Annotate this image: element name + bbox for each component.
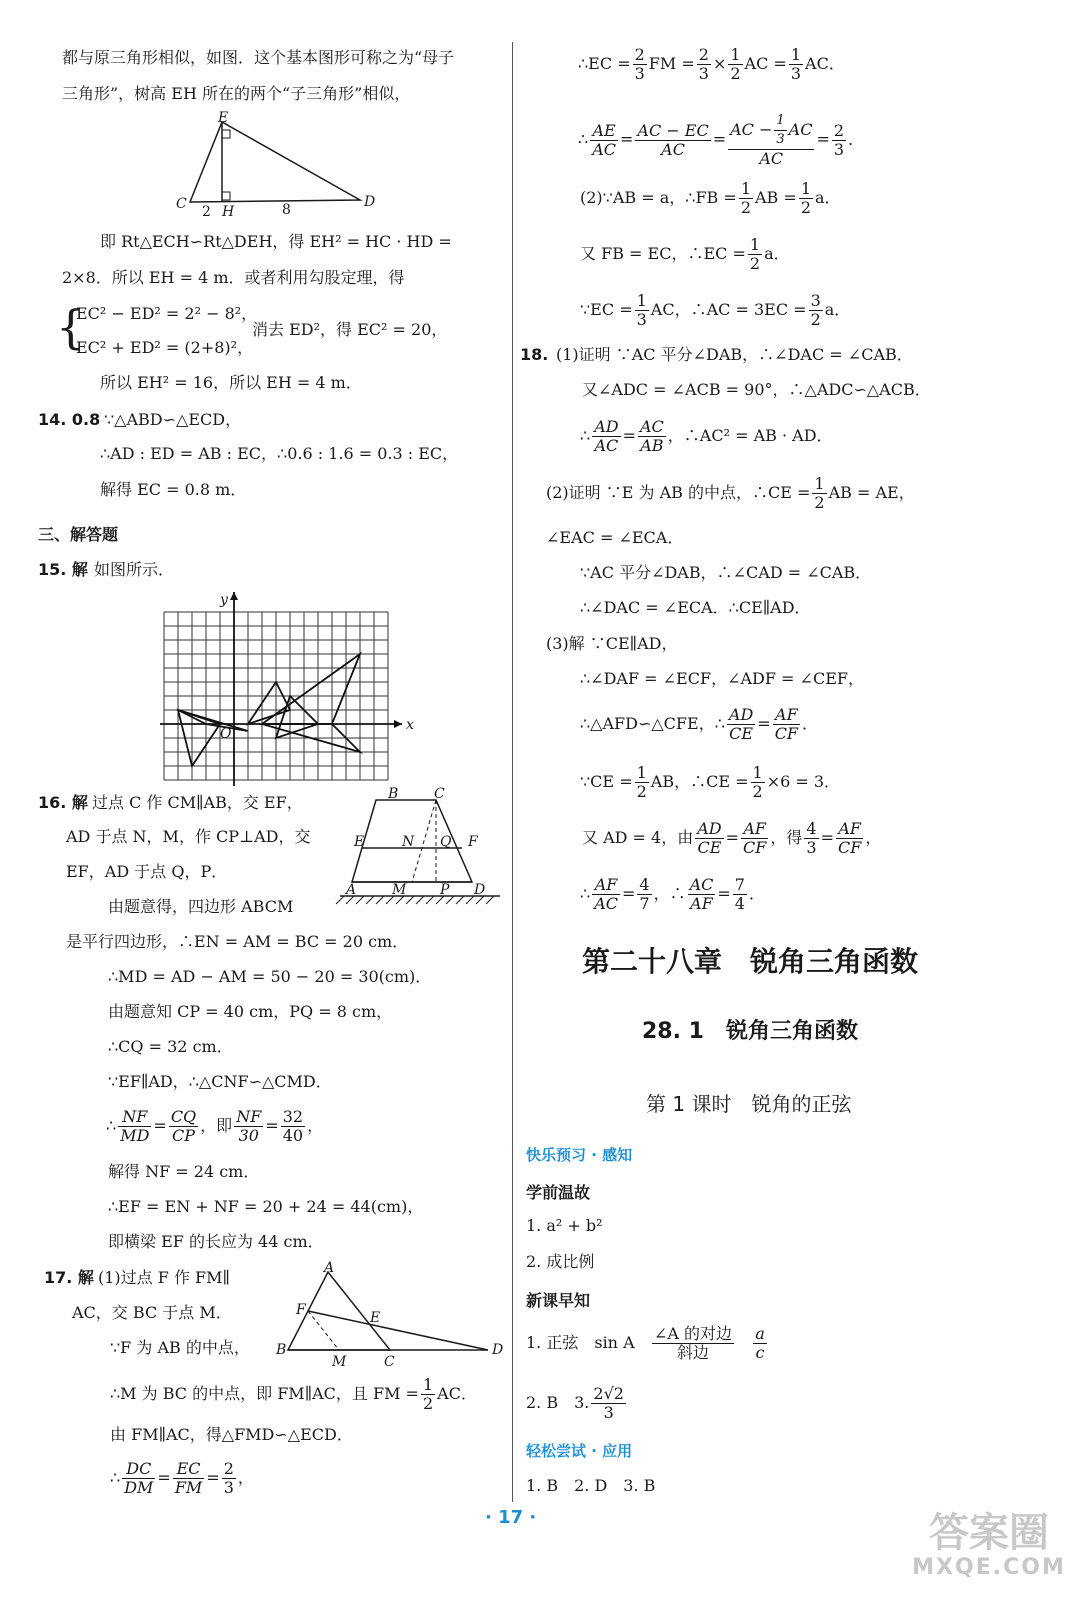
text-line: (1)过点 F 作 FM∥ <box>98 1268 230 1287</box>
figure-16-trapezoid <box>332 786 504 908</box>
equation: 消去 ED²，得 EC² = 20， <box>252 320 448 339</box>
sub-heading: 学前温故 <box>526 1183 591 1202</box>
label-m: M <box>392 882 407 898</box>
origin-label: O <box>220 726 232 742</box>
page-number: · 17 · <box>485 1507 537 1528</box>
text-line: (3)解 ∵CE∥AD， <box>546 634 678 653</box>
axis-label-y: y <box>220 592 228 608</box>
label-e: E <box>218 110 229 126</box>
lesson-title: 第 1 课时 锐角的正弦 <box>646 1092 852 1116</box>
label-c: C <box>384 1354 395 1370</box>
system-brace: { <box>56 300 86 354</box>
text-line: ∴EF = EN + NF = 20 + 24 = 44(cm)， <box>108 1197 424 1216</box>
fraction-line: 1. 正弦 sin A $\frac{\text{∠A 的对边}}{\text{斜边}}$ $\frac{a}{c}$ <box>526 1324 765 1362</box>
question-number: 14. 0.8 <box>38 410 101 429</box>
blue-heading: 快乐预习 · 感知 <box>526 1146 633 1164</box>
text-line: 解得 EC = 0.8 m． <box>100 480 247 499</box>
fraction-line: ∴EC = $\frac{2}{3}$ FM = $\frac{2}{3}$ × $\frac{1}{2}$ AC = $\frac{1}{3}$ AC． <box>578 45 845 83</box>
text-line: ∵EF∥AD，∴△CNF∽△CMD． <box>108 1072 332 1091</box>
label-d: D <box>474 882 486 898</box>
text-line: ∵AC 平分∠DAB，∴∠CAD = ∠CAB． <box>580 563 872 582</box>
text-line: ∵F 为 AB 的中点， <box>110 1338 250 1357</box>
text-line: AC，交 BC 于点 M． <box>72 1303 232 1322</box>
text-line: AD 于点 N，M，作 CP⊥AD，交 <box>66 827 311 846</box>
fraction-line: ∴ $\frac{AE}{AC}$ = $\frac{AC - EC}{AC}$ = AC − $\frac{1}{3}$ AC AC = $\frac{2}{3}$ ． <box>578 113 865 168</box>
question-number: 16. 解 <box>38 793 88 812</box>
equation: EC² + ED² = (2+8)²， <box>76 338 254 357</box>
question-number: 18. <box>520 345 549 364</box>
fraction-line: ∴ $\frac{AD}{AC}$ = $\frac{AC}{AB}$ ，∴AC² = AB · AD． <box>580 417 833 455</box>
text-line: ∵△ABD∽△ECD， <box>104 410 242 429</box>
label-d: D <box>492 1342 504 1358</box>
text-line: ∴∠DAF = ∠ECF，∠ADF = ∠CEF， <box>580 669 864 688</box>
text-line: 2×8．所以 EH = 4 m．或者利用勾股定理，得 <box>62 268 405 287</box>
label-c: C <box>434 786 445 802</box>
watermark-title: 答案圈 <box>929 1510 1049 1556</box>
text-line: 由题意得，四边形 ABCM <box>108 897 294 916</box>
fraction-line: ∴ $\frac{DC}{DM}$ = $\frac{EC}{FM}$ = $\frac{2}{3}$ ， <box>110 1459 254 1497</box>
text-line: 又∠ADC = ∠ACB = 90°，∴△ADC∽△ACB． <box>582 380 931 399</box>
label-ch: 2 <box>202 204 211 220</box>
figure-13-triangle <box>170 112 390 222</box>
fraction-line: 又 FB = EC，∴EC = $\frac{1}{2}$ a． <box>580 235 790 273</box>
watermark-url: MXQE.COM <box>912 1555 1066 1580</box>
text-line: 由 FM∥AC，得△FMD∽△ECD． <box>110 1425 353 1444</box>
label-a: A <box>346 882 357 898</box>
section-title: 28. 1 锐角三角函数 <box>642 1019 858 1044</box>
figure-triangle <box>178 710 248 731</box>
label-q: Q <box>440 834 452 850</box>
text-line: 即 Rt△ECH∽Rt△DEH，得 EH² = HC · HD = <box>100 232 452 251</box>
figure-triangle <box>262 654 360 724</box>
blue-heading: 轻松尝试 · 应用 <box>526 1442 633 1460</box>
fraction-line: ∴△AFD∽△CFE，∴ $\frac{AD}{CE}$ = $\frac{AF}{CF}$ ． <box>580 705 819 743</box>
figure-15-grid <box>150 588 414 788</box>
label-b: B <box>276 1342 287 1358</box>
label-hd: 8 <box>282 202 291 218</box>
label-f: F <box>468 834 478 850</box>
label-e: E <box>370 1310 381 1326</box>
label-f: F <box>296 1302 306 1318</box>
text-line: 都与原三角形相似，如图．这个基本图形可称之为“母子 <box>62 48 455 67</box>
label-p: P <box>440 882 450 898</box>
label-h: H <box>222 204 235 220</box>
text-line: 是平行四边形，∴EN = AM = BC = 20 cm． <box>66 932 409 951</box>
fraction-line: ∴ $\frac{NF}{MD}$ = $\frac{CQ}{CP}$ ，即 $\frac{NF}{30}$ = $\frac{32}{40}$ ， <box>106 1107 324 1145</box>
label-c: C <box>176 196 187 212</box>
text-line: 即横梁 EF 的长应为 44 cm． <box>108 1232 324 1251</box>
fraction-line: 又 AD = 4，由 $\frac{AD}{CE}$ = $\frac{AF}{CF}$ ，得 $\frac{4}{3}$ = $\frac{AF}{CF}$ ， <box>582 819 882 857</box>
fraction-line: ∴ $\frac{AF}{AC}$ = $\frac{4}{7}$ ，∴ $\frac{AC}{AF}$ = $\frac{7}{4}$ ． <box>580 875 765 913</box>
text-line: 如图所示． <box>94 560 175 579</box>
section-heading: 三、解答题 <box>38 525 119 544</box>
label-d: D <box>364 194 376 210</box>
fraction-line: ∵EC = $\frac{1}{3}$ AC，∴AC = 3EC = $\frac{3}{2}$ a． <box>580 291 851 329</box>
equation: EC² − ED² = 2² − 8²， <box>76 304 258 323</box>
axis-label-x: x <box>406 717 414 733</box>
question-number: 15. 解 <box>38 560 88 579</box>
x-axis-arrow <box>394 720 402 728</box>
chapter-title: 第二十八章 锐角三角函数 <box>582 945 919 978</box>
text-line: EF，AD 于点 Q，P． <box>66 862 228 881</box>
answer-line: 1. a² + b² <box>526 1216 603 1235</box>
fraction-line: ∴M 为 BC 的中点，即 FM∥AC，且 FM = $\frac{1}{2}$ AC． <box>110 1375 477 1413</box>
figure-triangle <box>276 696 318 738</box>
fraction-line: 2. B 3. $\frac{2√2}{3}$ <box>526 1384 624 1422</box>
watermark <box>904 1510 1074 1590</box>
sub-heading: 新课早知 <box>526 1291 591 1310</box>
answer-line: 2. 成比例 <box>526 1252 595 1271</box>
text-line: ∴MD = AD − AM = 50 − 20 = 30(cm)． <box>108 967 432 986</box>
text-line: 由题意知 CP = 40 cm，PQ = 8 cm， <box>108 1002 393 1021</box>
text-line: 所以 EH² = 16，所以 EH = 4 m． <box>100 373 362 392</box>
y-axis-arrow <box>230 592 238 600</box>
text-line: ∠EAC = ∠ECA． <box>546 528 684 547</box>
question-number: 17. 解 <box>44 1268 94 1287</box>
text-line: ∴AD : ED = AB : EC，∴0.6 : 1.6 = 0.3 : EC， <box>100 444 459 463</box>
label-e: E <box>354 834 365 850</box>
text-line: 解得 NF = 24 cm． <box>108 1162 260 1181</box>
text-line: (1)证明 ∵AC 平分∠DAB，∴∠DAC = ∠CAB． <box>556 345 913 364</box>
label-b: B <box>388 786 399 802</box>
fraction-line: (2)证明 ∵E 为 AB 的中点，∴CE = $\frac{1}{2}$ AB = AE， <box>546 474 915 512</box>
answer-line: 1. B 2. D 3. B <box>526 1476 656 1495</box>
fraction-line: (2)∵AB = a，∴FB = $\frac{1}{2}$ AB = $\frac{1}{2}$ a． <box>580 179 841 217</box>
label-m: M <box>332 1354 347 1370</box>
fraction-line: ∵CE = $\frac{1}{2}$ AB，∴CE = $\frac{1}{2}$ ×6 = 3． <box>580 763 841 801</box>
text-line: 过点 C 作 CM∥AB，交 EF， <box>92 793 303 812</box>
text-line: 三角形”，树高 EH 所在的两个“子三角形”相似， <box>62 84 411 103</box>
text-line: ∴CQ = 32 cm． <box>108 1037 233 1056</box>
label-n: N <box>402 834 415 850</box>
label-a: A <box>324 1260 335 1276</box>
column-divider <box>512 42 513 1502</box>
figure-17-triangle <box>272 1262 508 1372</box>
text-line: ∴∠DAC = ∠ECA．∴CE∥AD． <box>580 598 811 617</box>
